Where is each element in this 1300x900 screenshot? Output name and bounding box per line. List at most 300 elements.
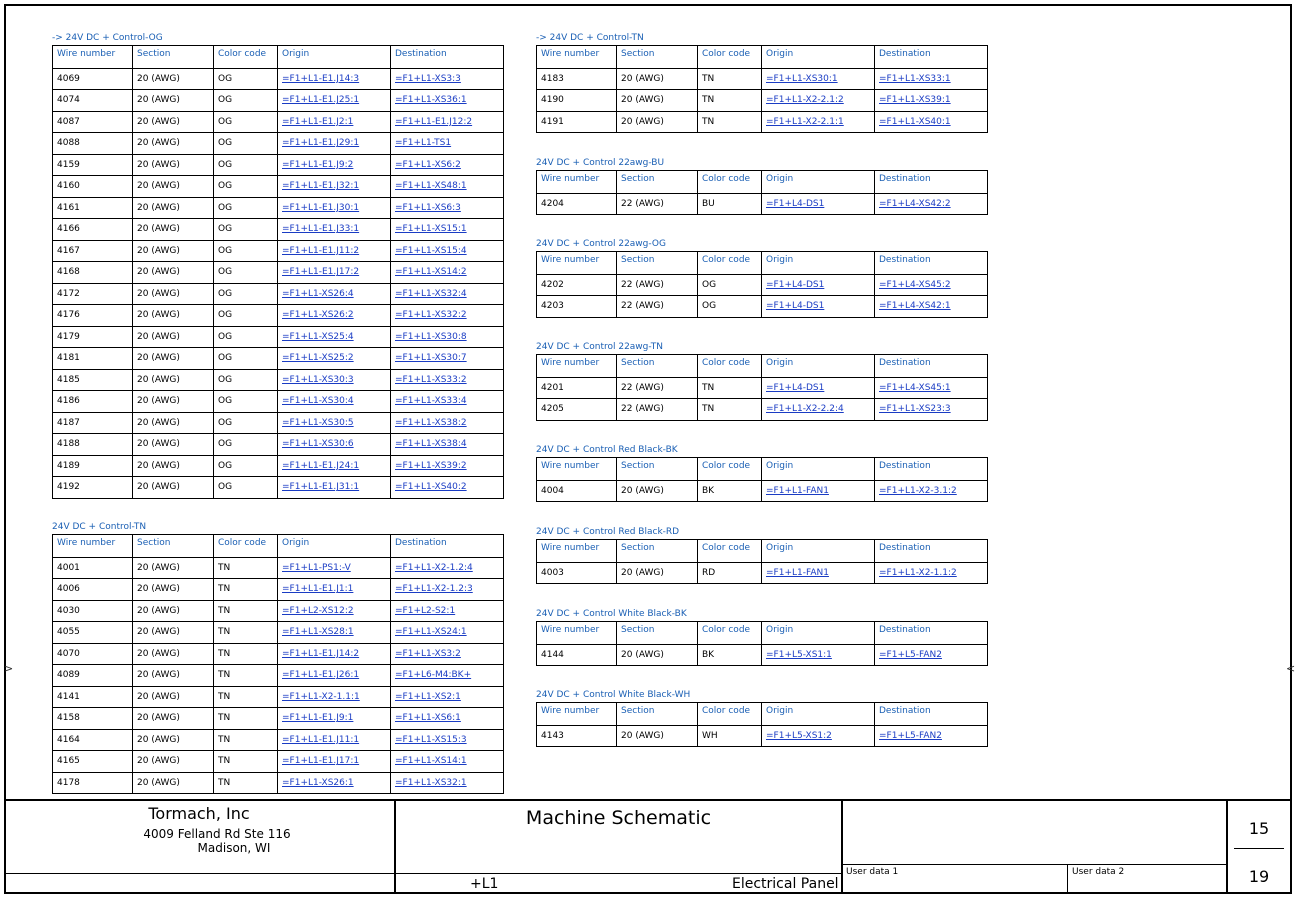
table-row [53, 283, 504, 305]
origin-link[interactable]: =F1+L1-XS30:4 [282, 396, 354, 407]
origin-link[interactable]: =F1+L1-PS1:-V [282, 562, 351, 573]
origin-link[interactable]: =F1+L1-FAN1 [766, 485, 829, 496]
wire-table-block [536, 525, 988, 584]
color-code-cell: OG [214, 68, 278, 90]
destination-link[interactable]: =F1+L1-XS33:4 [395, 396, 467, 407]
table-cell [391, 369, 504, 391]
origin-link[interactable]: =F1+L1-FAN1 [766, 567, 829, 578]
origin-link[interactable]: =F1+L1-X2-2.1:1 [766, 116, 844, 127]
destination-link[interactable]: =F1+L1-E1.J12:2 [395, 116, 473, 127]
column-header: Destination [875, 540, 988, 563]
color-code-cell: OG [214, 412, 278, 434]
destination-link[interactable]: =F1+L1-XS48:1 [395, 181, 467, 192]
table-row [537, 399, 988, 421]
wire-number-cell: 4069 [53, 68, 133, 90]
color-code-cell: RD [698, 562, 762, 584]
table-row [53, 240, 504, 262]
wire-number-cell: 4164 [53, 729, 133, 751]
color-code-cell: OG [214, 176, 278, 198]
destination-link[interactable]: =F1+L1-XS23:3 [879, 404, 951, 415]
table-cell [391, 686, 504, 708]
wire-table-block [536, 237, 988, 318]
origin-link[interactable]: =F1+L1-E1.J33:1 [282, 224, 360, 235]
column-header: Section [617, 355, 698, 378]
wire-table-block [536, 607, 988, 666]
table-header-row [53, 535, 504, 558]
destination-link[interactable]: =F1+L5-FAN2 [879, 730, 942, 741]
wire-number-cell: 4183 [537, 68, 617, 90]
table-cell [391, 219, 504, 241]
origin-link[interactable]: =F1+L1-XS30:1 [766, 73, 838, 84]
section-cell: 20 (AWG) [133, 600, 214, 622]
column-header: Origin [762, 252, 875, 275]
destination-link[interactable]: =F1+L1-XS6:2 [395, 159, 461, 170]
color-code-cell: OG [214, 219, 278, 241]
table-cell [278, 729, 391, 751]
destination-link[interactable]: =F1+L1-XS30:7 [395, 353, 467, 364]
table-cell [278, 68, 391, 90]
table-cell [278, 643, 391, 665]
color-code-cell: TN [214, 708, 278, 730]
table-cell [391, 348, 504, 370]
color-code-cell: BK [698, 644, 762, 666]
table-cell [391, 477, 504, 499]
section-cell: 20 (AWG) [133, 305, 214, 327]
table-cell [875, 480, 988, 502]
wire-number-cell: 4143 [537, 725, 617, 747]
wire-number-cell: 4186 [53, 391, 133, 413]
destination-link[interactable]: =F1+L2-S2:1 [395, 605, 456, 616]
column-header: Color code [698, 46, 762, 69]
table-row [53, 455, 504, 477]
column-header: Origin [278, 46, 391, 69]
color-code-cell: TN [214, 622, 278, 644]
wire-table-title: 24V DC + Control 22awg-OG [536, 239, 666, 249]
wire-number-cell: 4089 [53, 665, 133, 687]
origin-link[interactable]: =F1+L1-E1.J17:2 [282, 267, 360, 278]
table-cell [875, 644, 988, 666]
color-code-cell: TN [214, 772, 278, 794]
table-cell [278, 176, 391, 198]
wire-number-cell: 4203 [537, 296, 617, 318]
section-cell: 20 (AWG) [133, 154, 214, 176]
color-code-cell: OG [214, 154, 278, 176]
origin-link[interactable]: =F1+L5-XS1:2 [766, 730, 832, 741]
section-cell: 20 (AWG) [133, 68, 214, 90]
table-cell [875, 68, 988, 90]
wire-table-title: 24V DC + Control 22awg-TN [536, 342, 664, 352]
table-row [53, 643, 504, 665]
column-header: Wire number [537, 703, 617, 726]
table-cell [278, 708, 391, 730]
table-cell [278, 477, 391, 499]
destination-link[interactable]: =F1+L1-XS32:4 [395, 288, 467, 299]
table-cell [278, 622, 391, 644]
section-cell: 20 (AWG) [133, 326, 214, 348]
table-row [53, 369, 504, 391]
destination-link[interactable]: =F1+L1-XS36:1 [395, 95, 467, 106]
wire-table-block [536, 340, 988, 421]
color-code-cell: OG [214, 326, 278, 348]
origin-link[interactable]: =F1+L1-XS30:6 [282, 439, 354, 450]
wire-table-block [536, 688, 988, 747]
table-cell [278, 240, 391, 262]
section-cell: 20 (AWG) [133, 643, 214, 665]
section-cell: 20 (AWG) [617, 68, 698, 90]
table-cell [875, 562, 988, 584]
color-code-cell: OG [214, 111, 278, 133]
section-cell: 20 (AWG) [133, 665, 214, 687]
wire-table [52, 45, 504, 499]
origin-link[interactable]: =F1+L4-DS1 [766, 279, 825, 290]
table-cell [391, 434, 504, 456]
table-row [537, 296, 988, 318]
origin-link[interactable]: =F1+L1-E1.J31:1 [282, 482, 360, 493]
destination-link[interactable]: =F1+L1-XS38:4 [395, 439, 467, 450]
table-cell [278, 557, 391, 579]
table-row [53, 326, 504, 348]
table-cell [391, 557, 504, 579]
destination-link[interactable]: =F1+L1-X2-1.2:3 [395, 584, 473, 595]
table-row [537, 68, 988, 90]
column-header: Section [617, 252, 698, 275]
origin-link[interactable]: =F1+L4-DS1 [766, 301, 825, 312]
origin-link[interactable]: =F1+L5-XS1:1 [766, 649, 832, 660]
column-header: Color code [698, 540, 762, 563]
wire-table [536, 621, 988, 666]
color-code-cell: TN [698, 68, 762, 90]
wire-number-cell: 4191 [537, 111, 617, 133]
column-header: Color code [214, 46, 278, 69]
color-code-cell: TN [214, 643, 278, 665]
table-cell [762, 377, 875, 399]
wire-table-title: 24V DC + Control Red Black-BK [536, 445, 678, 455]
origin-link[interactable]: =F1+L1-E1.J17:1 [282, 756, 360, 767]
page-number: 15 [1248, 819, 1270, 838]
wire-table [52, 534, 504, 794]
table-cell [278, 262, 391, 284]
origin-link[interactable]: =F1+L1-E1.J14:3 [282, 73, 360, 84]
wire-number-cell: 4167 [53, 240, 133, 262]
column-header: Color code [698, 171, 762, 194]
origin-link[interactable]: =F1+L1-E1.J25:1 [282, 95, 360, 106]
destination-link[interactable]: =F1+L4-XS42:1 [879, 301, 951, 312]
column-header: Wire number [537, 171, 617, 194]
table-cell [391, 751, 504, 773]
origin-link[interactable]: =F1+L1-E1.J11:1 [282, 734, 360, 745]
left-edge-marker: > [4, 662, 14, 675]
column-header: Destination [875, 622, 988, 645]
table-header-row [537, 171, 988, 194]
color-code-cell: OG [214, 434, 278, 456]
origin-link[interactable]: =F1+L4-DS1 [766, 382, 825, 393]
column-header: Section [617, 540, 698, 563]
wire-number-cell: 4144 [537, 644, 617, 666]
destination-link[interactable]: =F1+L6-M4:BK+ [395, 670, 472, 681]
table-cell [391, 455, 504, 477]
destination-link[interactable]: =F1+L1-XS15:4 [395, 245, 467, 256]
table-cell [875, 274, 988, 296]
section-cell: 20 (AWG) [133, 455, 214, 477]
origin-link[interactable]: =F1+L1-XS25:4 [282, 331, 354, 342]
origin-link[interactable]: =F1+L1-XS28:1 [282, 627, 354, 638]
origin-link[interactable]: =F1+L1-X2-1.1:1 [282, 691, 360, 702]
column-header: Origin [762, 355, 875, 378]
destination-link[interactable]: =F1+L1-XS6:3 [395, 202, 461, 213]
wire-number-cell: 4205 [537, 399, 617, 421]
table-row [53, 90, 504, 112]
table-cell [391, 111, 504, 133]
destination-link[interactable]: =F1+L5-FAN2 [879, 649, 942, 660]
wire-table [536, 45, 988, 133]
table-cell [875, 399, 988, 421]
table-cell [391, 90, 504, 112]
table-cell [278, 90, 391, 112]
column-header: Color code [698, 622, 762, 645]
table-row [537, 725, 988, 747]
table-cell [278, 111, 391, 133]
wire-number-cell: 4030 [53, 600, 133, 622]
color-code-cell: TN [214, 665, 278, 687]
destination-link[interactable]: =F1+L1-XS15:3 [395, 734, 467, 745]
destination-link[interactable]: =F1+L4-XS45:1 [879, 382, 951, 393]
wire-table-title: 24V DC + Control White Black-BK [536, 609, 687, 619]
wire-number-cell: 4003 [537, 562, 617, 584]
table-cell [391, 240, 504, 262]
table-cell [875, 193, 988, 215]
origin-link[interactable]: =F1+L1-E1.J30:1 [282, 202, 360, 213]
origin-link[interactable]: =F1+L1-E1.J11:2 [282, 245, 360, 256]
table-cell [762, 644, 875, 666]
table-row [53, 477, 504, 499]
section-cell: 20 (AWG) [133, 412, 214, 434]
table-row [53, 197, 504, 219]
origin-link[interactable]: =F1+L1-E1.J32:1 [282, 181, 360, 192]
table-header-row [537, 252, 988, 275]
section-cell: 20 (AWG) [133, 176, 214, 198]
section-cell: 20 (AWG) [133, 477, 214, 499]
table-row [53, 68, 504, 90]
column-header: Origin [762, 171, 875, 194]
origin-link[interactable]: =F1+L2-XS12:2 [282, 605, 354, 616]
table-cell [278, 348, 391, 370]
company-name: Tormach, Inc [148, 804, 250, 823]
origin-link[interactable]: =F1+L4-DS1 [766, 198, 825, 209]
color-code-cell: TN [214, 729, 278, 751]
section-cell: 20 (AWG) [133, 111, 214, 133]
destination-link[interactable]: =F1+L1-XS33:2 [395, 374, 467, 385]
wire-number-cell: 4172 [53, 283, 133, 305]
wire-number-cell: 4161 [53, 197, 133, 219]
origin-link[interactable]: =F1+L1-X2-2.1:2 [766, 95, 844, 106]
origin-link[interactable]: =F1+L1-E1.J26:1 [282, 670, 360, 681]
destination-link[interactable]: =F1+L1-X2-1.2:4 [395, 562, 473, 573]
column-header: Destination [875, 252, 988, 275]
wire-number-cell: 4001 [53, 557, 133, 579]
column-header: Origin [762, 622, 875, 645]
wire-table [536, 539, 988, 584]
column-header: Section [133, 46, 214, 69]
table-cell [391, 197, 504, 219]
wire-table [536, 457, 988, 502]
origin-link[interactable]: =F1+L1-XS26:2 [282, 310, 354, 321]
section-cell: 20 (AWG) [133, 729, 214, 751]
section-cell: 20 (AWG) [133, 772, 214, 794]
column-header: Destination [391, 535, 504, 558]
section-cell: 20 (AWG) [133, 579, 214, 601]
table-cell [391, 176, 504, 198]
destination-link[interactable]: =F1+L1-XS15:1 [395, 224, 467, 235]
color-code-cell: OG [214, 283, 278, 305]
origin-link[interactable]: =F1+L1-XS26:1 [282, 777, 354, 788]
table-cell [278, 455, 391, 477]
wire-number-cell: 4166 [53, 219, 133, 241]
table-row [537, 480, 988, 502]
destination-link[interactable]: =F1+L1-XS24:1 [395, 627, 467, 638]
table-cell [391, 643, 504, 665]
column-header: Section [133, 535, 214, 558]
destination-link[interactable]: =F1+L4-XS42:2 [879, 198, 951, 209]
table-row [537, 377, 988, 399]
table-header-row [537, 703, 988, 726]
color-code-cell: OG [214, 240, 278, 262]
wire-table-title: 24V DC + Control 22awg-BU [536, 158, 665, 168]
table-row [53, 751, 504, 773]
destination-link[interactable]: =F1+L1-XS14:1 [395, 756, 467, 767]
section-cell: 20 (AWG) [133, 240, 214, 262]
table-row [537, 111, 988, 133]
column-header: Wire number [537, 622, 617, 645]
table-cell [278, 600, 391, 622]
wire-number-cell: 4070 [53, 643, 133, 665]
wire-table-block [52, 31, 504, 499]
destination-link[interactable]: =F1+L4-XS45:2 [879, 279, 951, 290]
section-cell: 20 (AWG) [617, 111, 698, 133]
origin-link[interactable]: =F1+L1-XS25:2 [282, 353, 354, 364]
wire-number-cell: 4074 [53, 90, 133, 112]
section-cell: 20 (AWG) [133, 751, 214, 773]
section-cell: 20 (AWG) [133, 133, 214, 155]
color-code-cell: TN [698, 111, 762, 133]
column-header: Section [617, 46, 698, 69]
wire-number-cell: 4187 [53, 412, 133, 434]
wire-number-cell: 4176 [53, 305, 133, 327]
table-row [53, 154, 504, 176]
table-header-row [537, 540, 988, 563]
section-cell: 20 (AWG) [617, 90, 698, 112]
origin-link[interactable]: =F1+L1-E1.J24:1 [282, 460, 360, 471]
destination-link[interactable]: =F1+L1-X2-1.1:2 [879, 567, 957, 578]
table-cell [278, 305, 391, 327]
origin-link[interactable]: =F1+L1-E1.J9:2 [282, 159, 354, 170]
column-header: Wire number [53, 535, 133, 558]
origin-link[interactable]: =F1+L1-E1.J2:1 [282, 116, 354, 127]
table-cell [391, 579, 504, 601]
drawing-title: Machine Schematic [525, 807, 712, 829]
destination-link[interactable]: =F1+L1-XS14:2 [395, 267, 467, 278]
table-header-row [537, 622, 988, 645]
table-cell [278, 197, 391, 219]
total-pages: 19 [1248, 867, 1270, 886]
destination-link[interactable]: =F1+L1-XS2:1 [395, 691, 461, 702]
color-code-cell: TN [698, 377, 762, 399]
wire-number-cell: 4185 [53, 369, 133, 391]
destination-link[interactable]: =F1+L1-X2-3.1:2 [879, 485, 957, 496]
origin-link[interactable]: =F1+L1-E1.J29:1 [282, 138, 360, 149]
table-row [53, 434, 504, 456]
section-cell: 20 (AWG) [133, 708, 214, 730]
section-cell: 20 (AWG) [617, 480, 698, 502]
origin-link[interactable]: =F1+L1-E1.J14:2 [282, 648, 360, 659]
origin-link[interactable]: =F1+L1-E1.J1:1 [282, 584, 354, 595]
origin-link[interactable]: =F1+L1-XS30:3 [282, 374, 354, 385]
color-code-cell: TN [214, 557, 278, 579]
wire-table-title: -> 24V DC + Control-OG [52, 33, 163, 43]
color-code-cell: TN [214, 579, 278, 601]
destination-link[interactable]: =F1+L1-XS33:1 [879, 73, 951, 84]
table-cell [391, 391, 504, 413]
table-cell [391, 154, 504, 176]
wire-number-cell: 4055 [53, 622, 133, 644]
column-header: Destination [875, 46, 988, 69]
wire-table-block [536, 156, 988, 215]
wire-number-cell: 4141 [53, 686, 133, 708]
table-row [53, 579, 504, 601]
origin-link[interactable]: =F1+L1-X2-2.2:4 [766, 404, 844, 415]
destination-link[interactable]: =F1+L1-XS40:1 [879, 116, 951, 127]
color-code-cell: OG [214, 90, 278, 112]
origin-link[interactable]: =F1+L1-XS26:4 [282, 288, 354, 299]
color-code-cell: OG [214, 369, 278, 391]
table-cell [875, 90, 988, 112]
table-cell [278, 369, 391, 391]
table-row [53, 305, 504, 327]
table-cell [278, 391, 391, 413]
location-code: +L1 [470, 876, 499, 892]
column-header: Wire number [537, 46, 617, 69]
column-header: Wire number [537, 252, 617, 275]
destination-link[interactable]: =F1+L1-XS38:2 [395, 417, 467, 428]
destination-link[interactable]: =F1+L1-XS39:2 [395, 460, 467, 471]
destination-link[interactable]: =F1+L1-XS40:2 [395, 482, 467, 493]
origin-link[interactable]: =F1+L1-E1.J9:1 [282, 713, 354, 724]
table-cell [391, 665, 504, 687]
wire-table-title: 24V DC + Control-TN [52, 522, 147, 532]
destination-link[interactable]: =F1+L1-XS3:3 [395, 73, 461, 84]
destination-link[interactable]: =F1+L1-XS30:8 [395, 331, 467, 342]
wire-number-cell: 4158 [53, 708, 133, 730]
table-cell [762, 725, 875, 747]
table-row [53, 600, 504, 622]
destination-link[interactable]: =F1+L1-XS32:1 [395, 777, 467, 788]
section-cell: 20 (AWG) [133, 348, 214, 370]
destination-link[interactable]: =F1+L1-XS32:2 [395, 310, 467, 321]
wire-number-cell: 4179 [53, 326, 133, 348]
origin-link[interactable]: =F1+L1-XS30:5 [282, 417, 354, 428]
column-header: Section [617, 458, 698, 481]
destination-link[interactable]: =F1+L1-XS3:2 [395, 648, 461, 659]
table-cell [762, 274, 875, 296]
wire-table-title: 24V DC + Control White Black-WH [536, 690, 691, 700]
destination-link[interactable]: =F1+L1-TS1 [395, 138, 452, 149]
color-code-cell: OG [214, 348, 278, 370]
wire-number-cell: 4165 [53, 751, 133, 773]
wire-number-cell: 4202 [537, 274, 617, 296]
destination-link[interactable]: =F1+L1-XS39:1 [879, 95, 951, 106]
table-cell [391, 133, 504, 155]
table-row [53, 622, 504, 644]
destination-link[interactable]: =F1+L1-XS6:1 [395, 713, 461, 724]
